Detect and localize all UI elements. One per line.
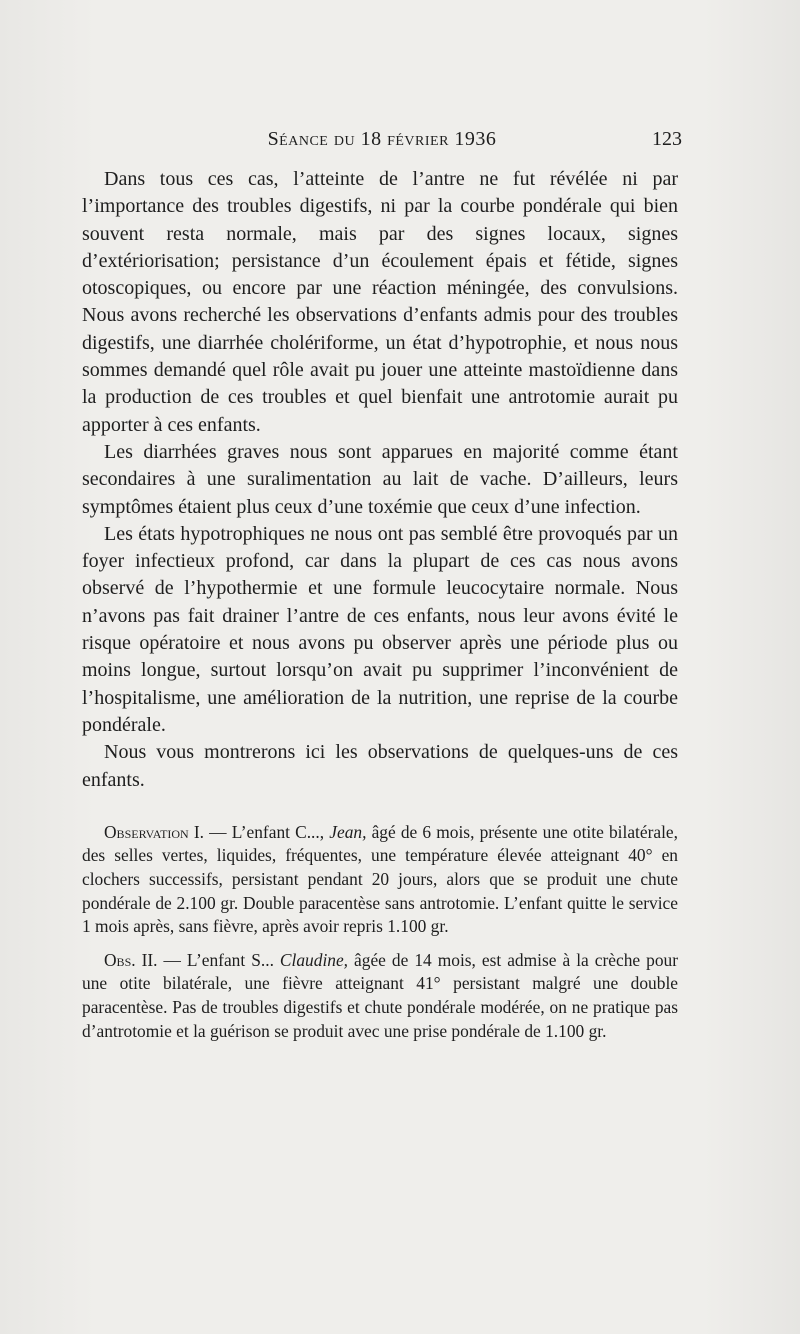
running-head-day: 18 bbox=[355, 128, 388, 150]
observation-2-name: Claudine, bbox=[279, 949, 349, 970]
observations bbox=[82, 821, 678, 1043]
observation-1-text: âgé de 6 mois, présente une otite bilatérale, des selles vertes, liquides, fréquentes, une température élevée atteignant 40° en clochers successifs, persistant pendant 20 jours, alors que se produit une chute pondérale de 2.100 gr. Double paracentèse sans antrotomie. L’enfant quitte le service 1 mois après, sans fièvre, après avoir repris 1.100 gr. bbox=[82, 821, 678, 937]
observation-1-number: I. — L’enfant C..., bbox=[188, 821, 330, 842]
page-number: 123 bbox=[652, 128, 682, 150]
observation-2-text: âgée de 14 mois, est admise à la crèche pour une otite bilatérale, une fièvre atteignant 41° persistant malgré une double paracentèse. Pas de troubles digestifs et chute pondérale modérée, on ne pratique pas d’antrotomie et la guérison se produit avec une prise pondérale de 1.100 gr. bbox=[82, 949, 678, 1041]
running-head-session: Séance du bbox=[267, 128, 356, 150]
paragraph-3: Les états hypotrophiques ne nous ont pas semblé être provoqués par un foyer infectieux profond, car dans la plupart de ces cas nous avons observé de l’hypothermie et une formule leucocytaire normale. Nous n’avons pas fait drainer l’antre de ces enfants, nous leur avons évité le risque opératoire et nous avons pu observer après une période plus ou moins longue, surtout lorsqu’on avait pu supprimer l’inconvénient de l’hospitalisme, une amélioration de la nutrition, une reprise de la courbe pondérale. bbox=[82, 522, 678, 736]
page-header bbox=[82, 128, 682, 156]
observation-2-label: Obs. bbox=[104, 949, 136, 970]
observation-2 bbox=[82, 949, 678, 1043]
observation-1-label: Observation bbox=[104, 821, 189, 842]
running-head-month: février bbox=[387, 128, 449, 150]
body-text bbox=[82, 166, 678, 1043]
observation-2-number: II. — L’enfant S... bbox=[135, 949, 280, 970]
paragraph-2: Les diarrhées graves nous sont apparues en majorité comme étant secondaires à une suralimentation au lait de vache. D’ailleurs, leurs symptômes étaient plus ceux d’une toxémie que ceux d’une infection. bbox=[82, 440, 678, 518]
running-head bbox=[82, 128, 682, 151]
paragraph-4: Nous vous montrerons ici les observations de quelques-uns de ces enfants. bbox=[82, 741, 678, 791]
observation-1-name: Jean, bbox=[329, 821, 367, 842]
paragraph-1: Dans tous ces cas, l’atteinte de l’antre ne fut révélée ni par l’importance des troubles digestifs, ni par la courbe pondérale qui bien souvent resta normale, mais par des signes locaux, signes d’extériorisation; persistance d’un écoulement épais et fétide, signes otoscopiques, ou encore par une réaction méningée, des convulsions. Nous avons recherché les observations d’enfants admis pour des troubles digestifs, une diarrhée cholériforme, un état d’hypotrophie, et nous nous sommes demandé quel rôle avait pu jouer une atteinte mastoïdienne dans la production de ces troubles et quel bienfait une antrotomie aurait pu apporter à ces enfants. bbox=[82, 168, 678, 436]
observation-1 bbox=[82, 821, 678, 939]
running-head-year: 1936 bbox=[448, 128, 497, 150]
